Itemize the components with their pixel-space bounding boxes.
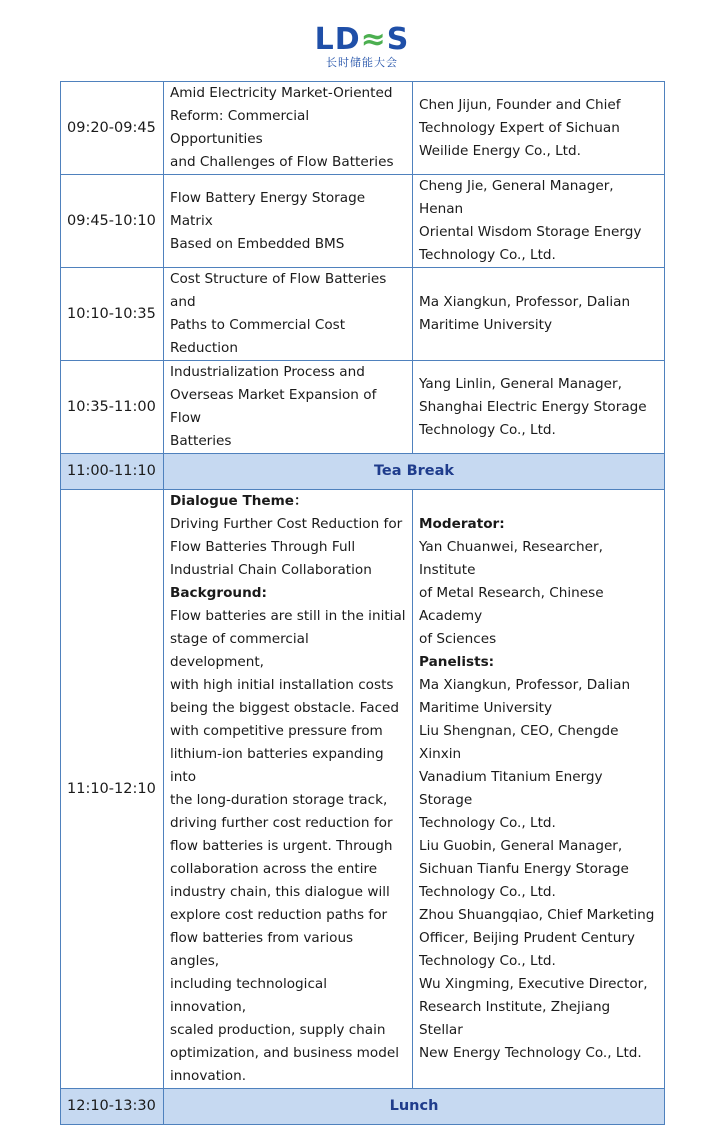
speaker-line: Weilide Energy Co., Ltd. [419, 142, 581, 159]
speaker-line: Technology Co., Ltd. [419, 247, 556, 263]
speaker-line: Ma Xiangkun, Professor, Dalian [419, 294, 631, 310]
panelist-line: Technology Co., Ltd. [419, 815, 556, 831]
speaker-line: Cheng Jie, General Manager, Henan [419, 178, 614, 217]
session-speaker [413, 82, 665, 175]
agenda-row [61, 175, 665, 268]
panelist-line: Technology Co., Ltd. [419, 884, 556, 900]
session-time: 10:10-10:35 [61, 268, 164, 361]
panelist-line: Liu Shengnan, CEO, Chengde Xinxin [419, 723, 619, 762]
panelist-line: Wu Xingming, Executive Director, [419, 976, 648, 992]
topic-line: Paths to Commercial Cost Reduction [170, 317, 346, 356]
session-speaker [413, 175, 665, 268]
panelist-line: Officer, Beijing Prudent Century [419, 930, 635, 946]
session-time: 09:20-09:45 [61, 82, 164, 175]
topic-line: and Challenges of Flow Batteries [170, 154, 394, 170]
topic-line: Amid Electricity Market-Oriented [170, 85, 393, 101]
lunch-row-label: Lunch [164, 1089, 665, 1125]
dialogue-row [61, 490, 665, 1089]
dialogue-theme-line: Flow Batteries Through Full [170, 539, 356, 555]
panelist-line: Ma Xiangkun, Professor, Dalian [419, 677, 631, 693]
topic-line: Industrialization Process and [170, 364, 365, 380]
speaker-line: Maritime University [419, 317, 553, 333]
panelist-line: Vanadium Titanium Energy Storage [419, 769, 603, 808]
session-topic [164, 175, 413, 268]
background-label: Background: [170, 585, 267, 601]
session-time: 10:35-11:00 [61, 361, 164, 454]
background-line: industry chain, this dialogue will [170, 884, 390, 900]
background-line: flow batteries is urgent. Through [170, 838, 393, 854]
background-line: lithium-ion batteries expanding into [170, 746, 384, 785]
leaf-icon: ≈ [360, 22, 387, 57]
logo-subtitle: 长时储能大会 [326, 56, 398, 69]
background-line: flow batteries from various angles, [170, 930, 354, 969]
background-line: collaboration across the entire [170, 861, 378, 877]
speaker-line: Oriental Wisdom Storage Energy [419, 224, 642, 240]
speaker-line: Shanghai Electric Energy Storage [419, 398, 647, 415]
panelist-line: New Energy Technology Co., Ltd. [419, 1045, 642, 1061]
panelist-line: Technology Co., Ltd. [419, 953, 556, 969]
agenda-row [61, 82, 665, 175]
speaker-line: Technology Expert of Sichuan [419, 119, 620, 136]
panelist-line: Sichuan Tianfu Energy Storage [419, 861, 629, 877]
background-line: with competitive pressure from [170, 723, 383, 739]
background-line: stage of commercial development, [170, 631, 309, 670]
session-speaker [413, 361, 665, 454]
moderator-line: Yan Chuanwei, Researcher, Institute [419, 539, 603, 578]
moderator-label: Moderator: [419, 516, 505, 532]
moderator-line: of Sciences [419, 631, 497, 647]
background-line: innovation. [170, 1068, 247, 1084]
agenda-row [61, 361, 665, 454]
topic-line: Based on Embedded BMS [170, 235, 345, 252]
speaker-line: Yang Linlin, General Manager, [419, 375, 622, 392]
session-speaker [413, 268, 665, 361]
background-line: the long-duration storage track, [170, 792, 388, 808]
topic-line: Reform: Commercial Opportunities [170, 108, 310, 147]
moderator-line: of Metal Research, Chinese Academy [419, 585, 604, 624]
agenda-table [60, 81, 665, 1125]
background-line: explore cost reduction paths for [170, 907, 388, 923]
ldes-logo [312, 24, 412, 74]
topic-line: Flow Battery Energy Storage Matrix [170, 189, 366, 229]
background-line: optimization, and business model [170, 1045, 400, 1061]
background-line: being the biggest obstacle. Faced [170, 700, 400, 716]
dialogue-participants [413, 490, 665, 1089]
session-topic [164, 82, 413, 175]
topic-line: Cost Structure of Flow Batteries and [170, 271, 387, 310]
topic-line: Overseas Market Expansion of Flow [170, 387, 377, 426]
background-line: with high initial installation costs [170, 677, 394, 693]
dialogue-theme-label: Dialogue Theme： [170, 493, 308, 509]
speaker-line: Chen Jijun, Founder and Chief [419, 96, 621, 113]
panelists-label: Panelists: [419, 654, 495, 670]
tea-break-row-time: 11:00-11:10 [61, 454, 164, 490]
agenda-row [61, 268, 665, 361]
dialogue-theme-line: Industrial Chain Collaboration [170, 562, 372, 578]
topic-line: Batteries [170, 433, 232, 449]
lunch-row-time: 12:10-13:30 [61, 1089, 164, 1125]
dialogue-theme-line: Driving Further Cost Reduction for [170, 516, 403, 532]
speaker-line: Technology Co., Ltd. [419, 421, 556, 438]
lunch-row [61, 1089, 665, 1125]
tea-break-row [61, 454, 665, 490]
background-line: scaled production, supply chain [170, 1022, 386, 1038]
dialogue-time: 11:10-12:10 [61, 490, 164, 1089]
background-line: including technological innovation, [170, 976, 328, 1015]
session-time: 09:45-10:10 [61, 175, 164, 268]
session-topic [164, 361, 413, 454]
dialogue-details [164, 490, 413, 1089]
panelist-line: Research Institute, Zhejiang Stellar [419, 999, 611, 1038]
panelist-line: Maritime University [419, 700, 553, 716]
panelist-line: Liu Guobin, General Manager, [419, 838, 623, 854]
background-line: Flow batteries are still in the initial [170, 608, 406, 624]
session-topic [164, 268, 413, 361]
logo-mark: LD≈S [314, 22, 410, 57]
panelist-line: Zhou Shuangqiao, Chief Marketing [419, 907, 655, 923]
background-line: driving further cost reduction for [170, 815, 393, 831]
tea-break-row-label: Tea Break [164, 454, 665, 490]
